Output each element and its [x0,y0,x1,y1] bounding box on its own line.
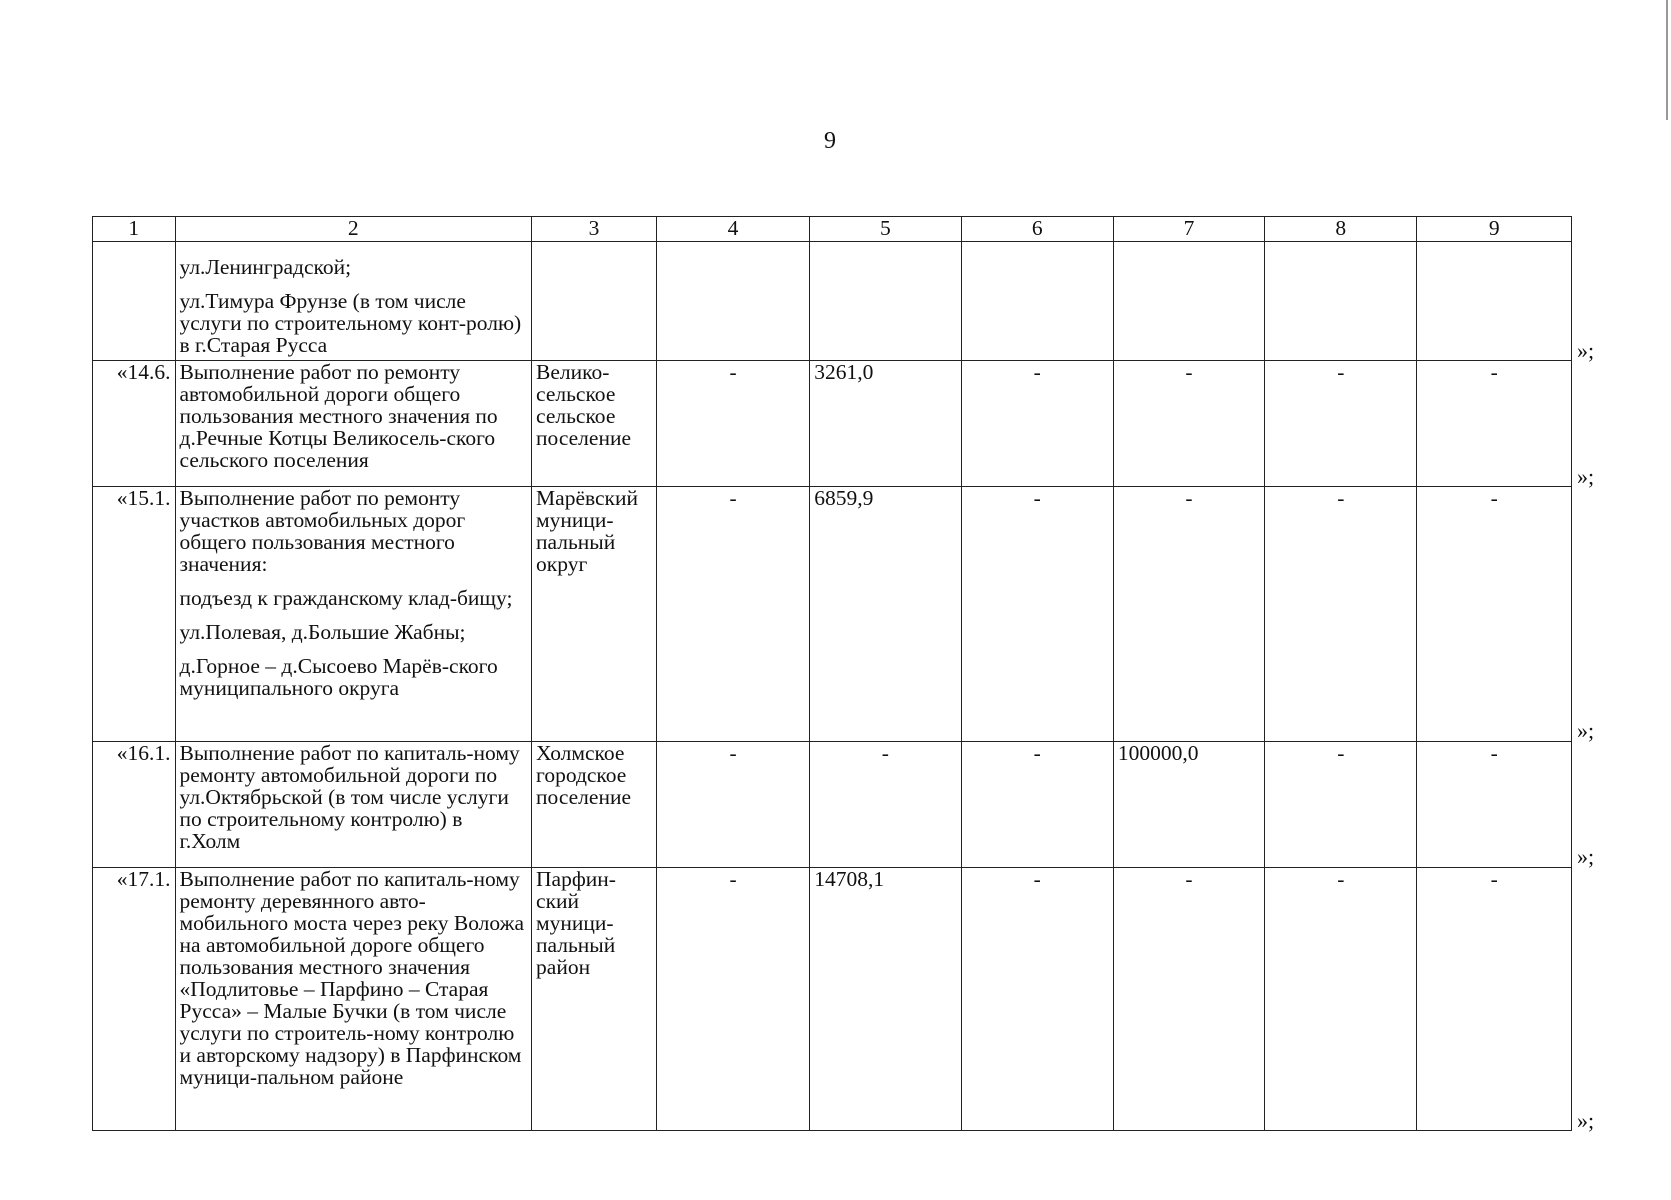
cell-col8: - [1265,868,1417,1131]
cell-col7 [1113,242,1264,361]
column-header-1: 1 [93,217,176,242]
description-line: ул.Тимура Фрунзе (в том числе услуги по строительному конт-ролю) в г.Старая Русса [179,289,522,357]
cell-col4: - [656,742,809,868]
row-description [175,361,532,487]
cell-col5: 3261,0 [810,361,961,487]
description-line: Выполнение работ по ремонту участков автомобильных дорог общего пользования местного значения: [179,486,466,576]
cell-col5: 14708,1 [810,868,961,1131]
page-number: 9 [824,128,836,154]
cell-col6: - [961,868,1113,1131]
cell-col7: - [1113,487,1264,742]
cell-col9: - [1417,742,1572,868]
cell-col7: 100000,0 [1113,742,1264,868]
cell-col9: - [1417,868,1572,1131]
description-line: Выполнение работ по ремонту автомобильной дороги общего пользования местного значения по д.Речные Котцы Великосель-ского сельского поселения [179,360,498,472]
row-number [93,242,176,361]
row-organization: Холмское городское поселение [532,742,657,868]
row-closing-mark: »; [1577,1108,1595,1133]
column-header-5: 5 [810,217,961,242]
cell-col6: - [961,361,1113,487]
description-line: Выполнение работ по капиталь-ному ремонту автомобильной дороги по ул.Октябрьской (в том числе услуги по строительному контролю) в г.Холм [179,741,520,853]
description-line: ул.Полевая, д.Большие Жабны; [179,620,466,644]
row-organization: Велико-сельское сельское поселение [532,361,657,487]
row-closing-mark: »; [1577,844,1595,869]
cell-col7: - [1113,361,1264,487]
column-header-3: 3 [532,217,657,242]
cell-col9: - [1417,361,1572,487]
cell-col4 [656,242,809,361]
scan-edge-mark [1666,0,1668,120]
cell-col8: - [1265,487,1417,742]
cell-col6: - [961,487,1113,742]
row-description [175,242,532,361]
cell-col8 [1265,242,1417,361]
row-organization: Марёвский муници-пальный округ [532,487,657,742]
column-header-6: 6 [961,217,1113,242]
row-closing-mark: »; [1577,464,1595,489]
description-line: Выполнение работ по капиталь-ному ремонту деревянного авто-мобильного моста через реку Воложа на автомобильной дороге общего пользования местного значения «Подлитовье – Парфино – Старая Русса» – Малые Бучки (в том числе услуги по строитель-ному контролю и авторскому надзору) в Парфинском муници-пальном районе [179,867,525,1089]
column-header-2: 2 [175,217,532,242]
row-number: «14.6. [93,361,176,487]
table-row [93,487,1572,742]
table-row [93,868,1572,1131]
cell-col8: - [1265,361,1417,487]
cell-col6: - [961,742,1113,868]
cell-col4: - [656,361,809,487]
row-organization [532,242,657,361]
row-number: «17.1. [93,868,176,1131]
row-description [175,742,532,868]
row-description [175,868,532,1131]
row-description [175,487,532,742]
cell-col7: - [1113,868,1264,1131]
cell-col5 [810,242,961,361]
cell-col9: - [1417,487,1572,742]
cell-col6 [961,242,1113,361]
cell-col4: - [656,487,809,742]
header-row [93,217,1572,242]
cell-col5: 6859,9 [810,487,961,742]
table-row [93,742,1572,868]
description-line: ул.Ленинградской; [179,255,352,279]
row-organization: Парфин-ский муници-пальный район [532,868,657,1131]
column-header-4: 4 [656,217,809,242]
column-header-7: 7 [1113,217,1264,242]
budget-table [92,216,1572,1131]
column-header-9: 9 [1417,217,1572,242]
row-closing-mark: »; [1577,718,1595,743]
cell-col5: - [810,742,961,868]
table-row [93,242,1572,361]
column-header-8: 8 [1265,217,1417,242]
row-closing-mark: »; [1577,338,1595,363]
row-number: «15.1. [93,487,176,742]
cell-col8: - [1265,742,1417,868]
cell-col4: - [656,868,809,1131]
cell-col9 [1417,242,1572,361]
table-row [93,361,1572,487]
row-number: «16.1. [93,742,176,868]
description-line: подъезд к гражданскому клад-бищу; [179,586,513,610]
description-line: д.Горное – д.Сысоево Марёв-ского муниципального округа [179,654,498,700]
